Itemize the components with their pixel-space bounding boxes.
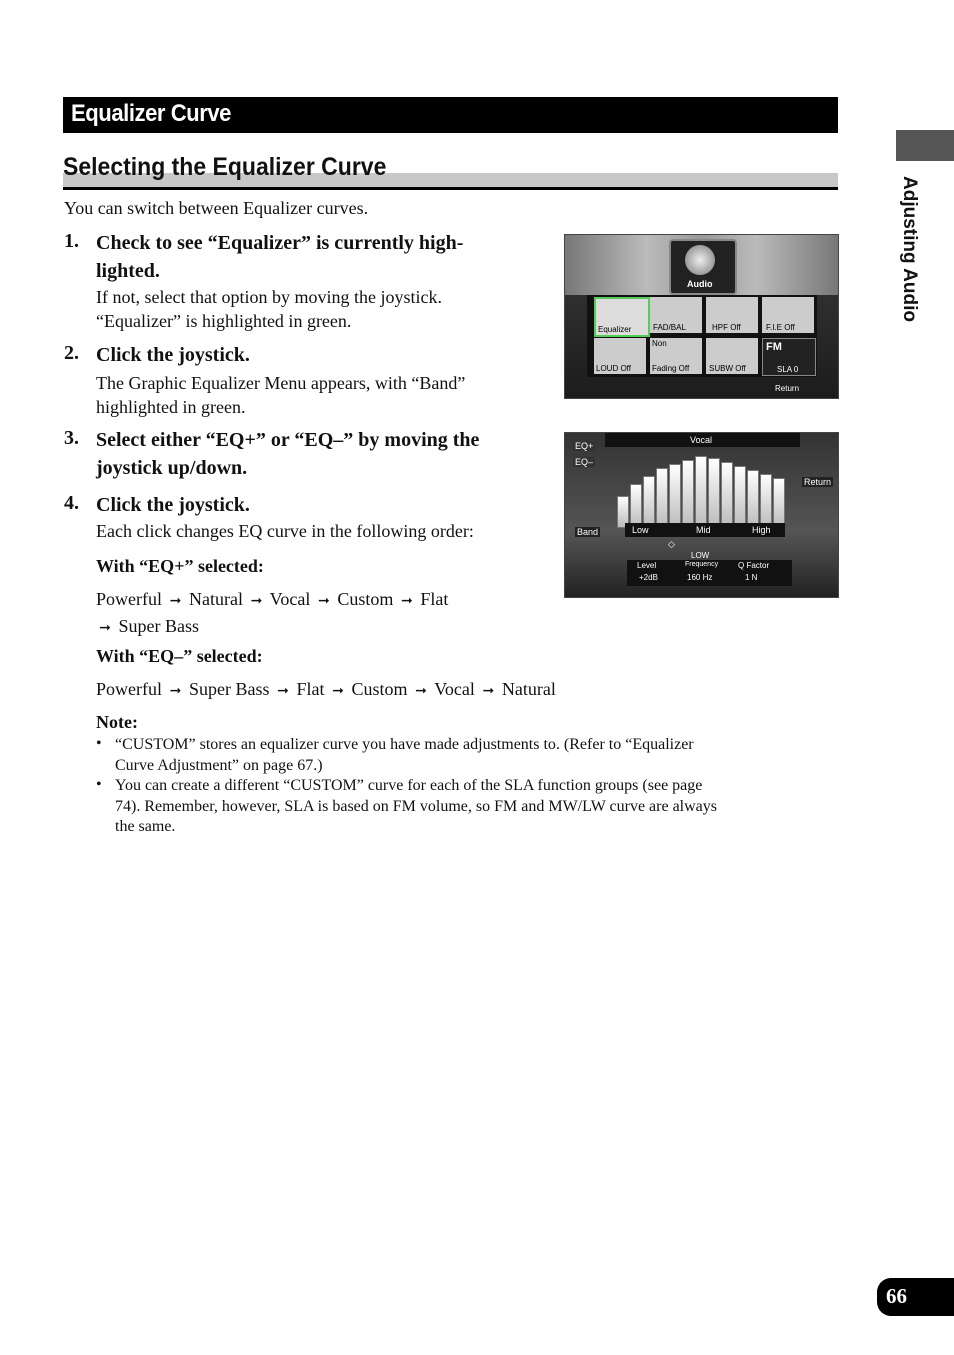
step-3-title-line1: Select either “EQ+” or “EQ–” by moving the [96, 429, 480, 451]
arrow-icon: ➞ [482, 684, 495, 699]
eq-plus-item: Flat [420, 589, 449, 609]
arrow-icon: ➞ [250, 594, 263, 609]
tile-equalizer[interactable]: Equalizer [594, 297, 650, 337]
intro-text: You can switch between Equalizer curves. [64, 198, 369, 218]
arrow-icon: ➞ [277, 684, 289, 699]
eq-plus-item: Natural [189, 589, 243, 609]
section-title: Equalizer Curve [71, 100, 231, 127]
step-1-title-line1: Check to see “Equalizer” is currently high- [96, 232, 464, 254]
tile-subw[interactable]: SUBW Off [706, 338, 758, 374]
eq-minus-sequence [96, 677, 696, 704]
eq-minus-button[interactable]: EQ– [575, 457, 594, 467]
eq-minus-item: Custom [351, 679, 408, 699]
freq-value: 160 Hz [687, 573, 713, 582]
eq-bar [643, 476, 655, 528]
eq-minus-item: Flat [296, 679, 325, 699]
low-label: Low [632, 525, 649, 535]
eq-plus-item: Custom [337, 589, 394, 609]
step-2-body-line2: highlighted in green. [96, 397, 246, 417]
level-value: +2dB [639, 573, 658, 582]
side-tab-label: Adjusting Audio [899, 176, 920, 322]
q-value: 1 N [745, 573, 758, 582]
arrow-icon: ➞ [332, 684, 344, 699]
eq-bars [617, 453, 787, 528]
eq-plus-label: With “EQ+” selected: [96, 556, 264, 576]
tile-sla[interactable]: FM SLA 0 [762, 338, 816, 376]
eq-minus-label: With “EQ–” selected: [96, 646, 263, 666]
step-4: 4. [64, 492, 79, 514]
eq-bar [773, 478, 785, 528]
step-4-content [96, 491, 566, 543]
step-2: 2. [64, 342, 79, 364]
tile-fie[interactable]: F.I.E Off [762, 297, 814, 333]
level-label: Level [637, 561, 657, 570]
freq-band-name: LOW [691, 551, 710, 560]
eq-bar [760, 474, 772, 528]
freq-label: Frequency [685, 561, 719, 568]
high-label: High [752, 525, 771, 535]
side-tab [898, 176, 920, 346]
eq-minus-item: Powerful [96, 679, 162, 699]
eq-bar [695, 456, 707, 528]
eq-bar [721, 462, 733, 528]
step-2-content [96, 341, 556, 419]
arrow-icon: ➞ [169, 684, 182, 699]
graphic-eq-screenshot [564, 432, 839, 598]
eq-plus-item: Powerful [96, 589, 162, 609]
eq-return-button[interactable]: Return [804, 477, 832, 487]
eq-bar [682, 460, 694, 528]
note-title: Note: [96, 712, 138, 732]
eq-minus-item: Natural [501, 679, 556, 699]
eq-bar [734, 466, 746, 528]
arrow-icon: ➞ [169, 594, 182, 609]
step-3-content [96, 426, 556, 482]
note-item: • You can create a different “CUSTOM” curve for each of the SLA function groups (see page 74). Remember, however, SLA is based on FM volume, so FM and MW/LW curve are always the same. [96, 776, 718, 835]
speaker-icon [685, 245, 715, 275]
q-label: Q Factor [738, 561, 770, 570]
eq-plus-item: Vocal [269, 589, 311, 609]
tile-hpf[interactable]: HPF Off [706, 297, 758, 333]
eq-bar [669, 464, 681, 528]
page-number-badge [877, 1278, 954, 1316]
step-1-body-line1: If not, select that option by moving the joystick. [96, 287, 442, 307]
eq-plus-item: Super Bass [118, 616, 199, 636]
return-button[interactable]: Return [775, 384, 800, 393]
side-tab-marker [896, 130, 954, 161]
eq-bar [656, 468, 668, 528]
band-button[interactable]: Band [577, 527, 599, 537]
section-title-bar [63, 97, 838, 133]
step-2-title: Click the joystick. [96, 344, 250, 366]
page-number: 66 [886, 1284, 907, 1308]
eq-bar [630, 484, 642, 528]
step-4-body: Each click changes EQ curve in the following order: [96, 521, 474, 541]
eq-curve-name: Vocal [690, 435, 713, 445]
note-list [96, 735, 826, 838]
step-1-title-line2: lighted. [96, 260, 160, 282]
note-item: • “CUSTOM” stores an equalizer curve you have made adjustments to. (Refer to “Equalizer Curve Adjustment” on page 67.) [96, 735, 694, 774]
mid-label: Mid [696, 525, 711, 535]
tile-fading[interactable]: Non Fading Off [650, 338, 702, 374]
step-2-body-line1: The Graphic Equalizer Menu appears, with “Band” [96, 373, 466, 393]
subsection-title: Selecting the Equalizer Curve [63, 153, 387, 181]
subsection-header [63, 153, 838, 190]
step-1-content [96, 229, 556, 333]
arrow-icon: ➞ [99, 621, 111, 636]
eq-minus-item: Vocal [434, 679, 475, 699]
step-4-title: Click the joystick. [96, 494, 250, 516]
arrow-icon: ➞ [400, 594, 413, 609]
arrow-icon: ➞ [415, 684, 427, 699]
tile-fad-bal[interactable]: FAD/BAL [650, 297, 702, 333]
step-1-body-line2: “Equalizer” is highlighted in green. [96, 311, 352, 331]
diamond-icon: ◇ [668, 539, 675, 549]
audio-header: Audio [669, 239, 737, 295]
eq-plus-sequence [96, 587, 536, 641]
tile-loud[interactable]: LOUD Off [594, 338, 646, 374]
arrow-icon: ➞ [317, 594, 330, 609]
eq-bar [747, 470, 759, 528]
step-1: 1. [64, 230, 79, 252]
step-3: 3. [64, 427, 79, 449]
audio-menu-screenshot [564, 234, 839, 399]
eq-minus-item: Super Bass [189, 679, 270, 699]
step-3-title-line2: joystick up/down. [96, 457, 248, 479]
eq-bar [708, 458, 720, 528]
eq-plus-button[interactable]: EQ+ [575, 441, 594, 451]
